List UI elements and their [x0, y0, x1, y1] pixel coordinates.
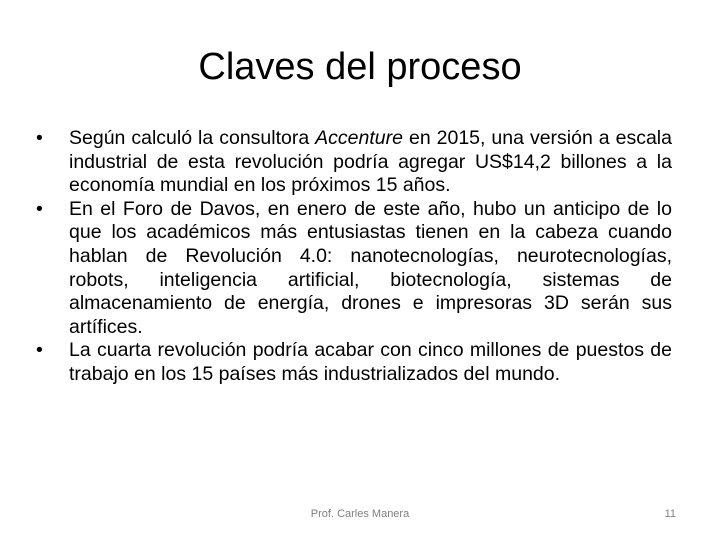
bullet-marker: • — [36, 339, 43, 362]
bullet-text: En el Foro de Davos, en enero de este año, hubo un anticipo de lo que los académicos más entusiastas tienen en la cabeza cuando hablan de Revolución 4.0: nanotecnologías, neurotecnologías, robots, inteligencia artificial, biotecnología, sistemas de almacenamiento de energía, drones e impresoras 3D serán sus artífices. — [69, 197, 672, 338]
bullet-text: La cuarta revolución podría acabar con cinco millones de puestos de trabajo en los 15 países más industrializados del mundo. — [69, 339, 672, 385]
footer-author: Prof. Carles Manera — [310, 508, 410, 520]
bullet-text-part: Según calculó la consultora — [69, 127, 316, 149]
bullet-item — [36, 127, 672, 198]
bullet-list — [36, 127, 672, 387]
page-number: 11 — [664, 508, 676, 520]
bullet-text — [69, 127, 672, 196]
slide-title: Claves del proceso — [198, 46, 522, 88]
bullet-text-part: en 2015, una versión a escala industrial de esta revolución podría agregar US$14,2 billones a la economía mundial en los próximos 15 años. — [69, 127, 672, 197]
bullet-item — [36, 198, 672, 340]
company-name: Accenture — [315, 127, 403, 149]
bullet-marker: • — [36, 127, 43, 149]
bullet-item — [36, 339, 672, 386]
bullet-marker: • — [36, 197, 43, 220]
